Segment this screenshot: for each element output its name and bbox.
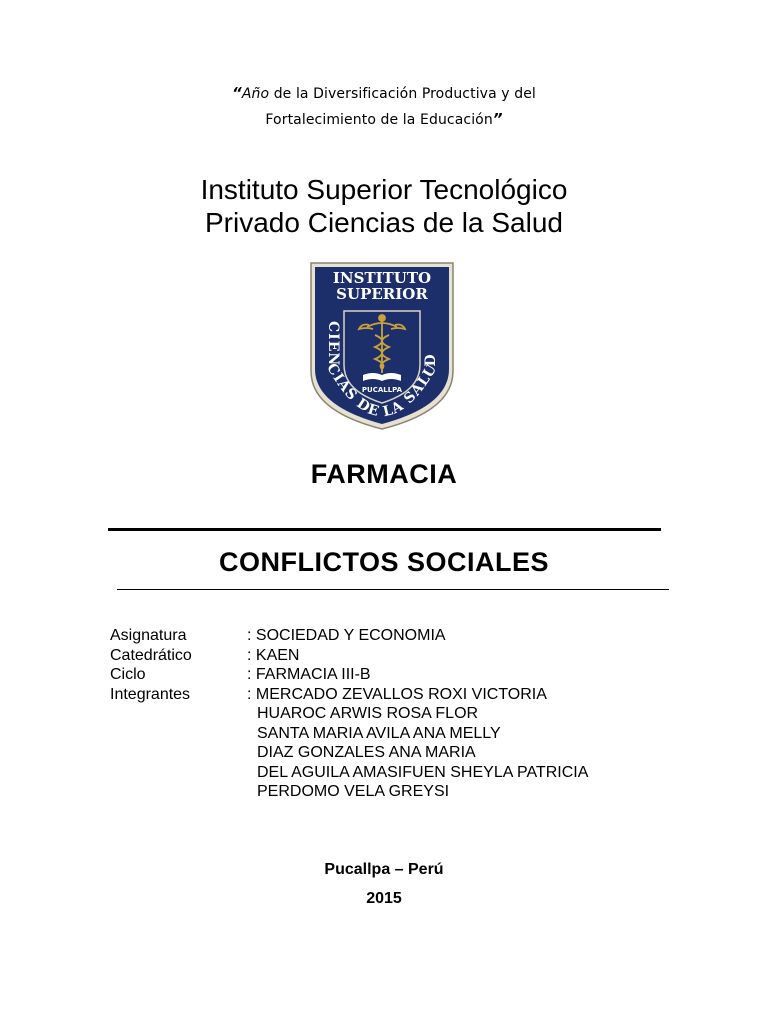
member-name: SANTA MARIA AVILA ANA MELLY [257,724,501,742]
info-label: Ciclo [110,666,146,684]
divider-thin [117,589,669,590]
seal-city: PUCALLPA [361,386,403,394]
members-list [257,704,588,802]
seal-top-text-2: SUPERIOR [336,285,428,303]
member-name: HUAROC ARWIS ROSA FLOR [257,705,479,722]
open-quote: “ [232,84,242,102]
motto-italic-word: Año [241,86,270,102]
divider-thick [108,528,661,531]
info-label: Integrantes [110,685,191,703]
motto-line-1-text: de la Diversificación Productiva y del [269,86,536,102]
member-name: DIAZ GONZALES ANA MARIA [257,744,476,762]
year: 2015 [366,890,402,907]
info-value: : MERCADO ZEVALLOS ROXI VICTORIA [247,685,547,703]
institute-name-line-2: Privado Ciencias de la Salud [205,207,563,238]
motto-line-2 [0,110,768,128]
close-quote: ” [492,110,503,128]
info-value: : KAEN [247,646,300,664]
member-name: PERDOMO VELA GREYSI [257,783,450,801]
institute-name-line-1: Instituto Superior Tecnológico [200,174,568,205]
member-name: DEL AGUILA AMASIFUEN SHEYLA PATRICIA [257,763,589,781]
info-value: : FARMACIA III-B [247,666,371,684]
info-row-catedratico [110,646,547,666]
info-row-integrantes [110,685,547,705]
info-row-ciclo [110,665,547,685]
info-value: : SOCIEDAD Y ECONOMIA [247,627,446,644]
seal-top-text-1: INSTITUTO [332,269,432,287]
work-title: CONFLICTOS SOCIALES [218,547,550,577]
info-row-asignatura [110,626,547,646]
motto-line-2-text: Fortalecimiento de la Educación [265,112,493,128]
career-name: FARMACIA [310,459,458,489]
info-label: Catedrático [110,646,192,664]
seal-arc-text: CIENCIAS DE LA SALUD [323,321,441,421]
institute-seal [307,261,457,431]
place: Pucallpa – Perú [324,861,444,878]
info-block [110,626,547,704]
info-label: Asignatura [110,627,187,644]
motto-line-1 [0,84,768,102]
